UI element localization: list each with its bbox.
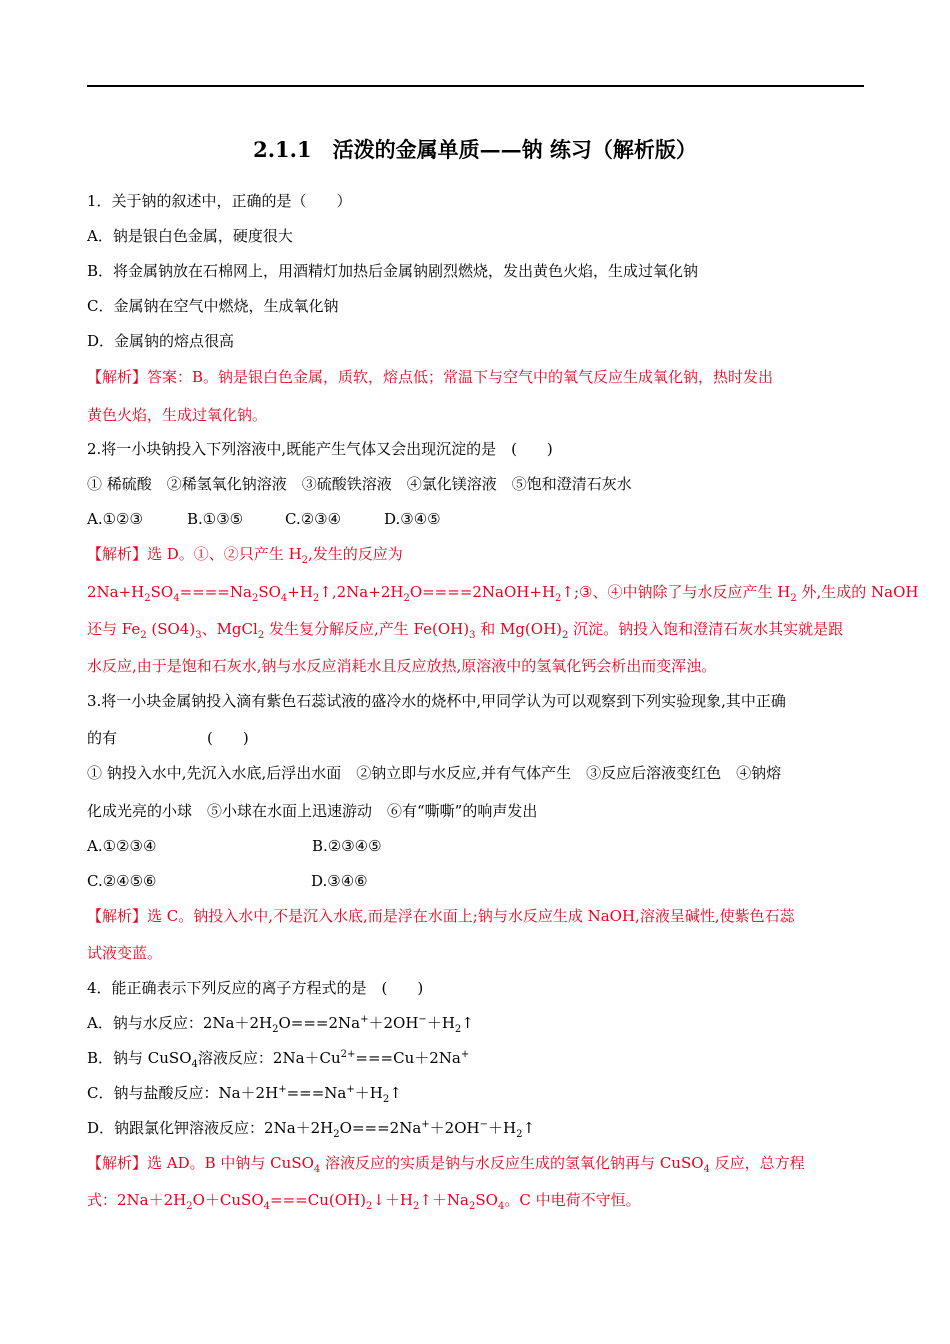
question-3-items-line-1: ① 钠投入水中,先沉入水底,后浮出水面 ②钠立即与水反应,并有气体产生 ③反应后溶液变红色 ④钠熔 xyxy=(87,764,782,782)
question-2-analysis-line-2: $2Na+H_2SO_4====Na_2SO_4+H_2↑,2Na+2H_2O====2NaOH+H_2↑;③$、④中钠除了与水反应产生 $H_2$ 外,生成的 NaOH xyxy=(87,583,919,604)
question-2-analysis-line-4: 水反应,由于是饱和石灰水,钠与水反应消耗水且反应放热,原溶液中的氢氧化钙会析出而变浑浊。 xyxy=(87,657,717,675)
question-2-option-c: C.②③④ xyxy=(285,510,342,528)
question-1-analysis-line-2: 黄色火焰，生成过氧化钠。 xyxy=(87,406,268,424)
question-4-option-d: D．钠跟氯化钾溶液反应：$2Na+2H_2O===2Na^++2OH^-+H_2↑$ xyxy=(87,1119,536,1140)
question-4-option-b: B．钠与 CuSO$_4$溶液反应：$2Na+Cu^{2+}===Cu+2Na^+$ xyxy=(87,1049,470,1070)
question-2-options xyxy=(87,507,867,531)
question-3-option-d: D.③④⑥ xyxy=(311,872,368,890)
page-title: 2.1.1 活泼的金属单质——钠 练习（解析版） xyxy=(253,137,697,162)
question-2-analysis-line-1: 【解析】选 D。①、②只产生 $H_2$,发生的反应为 xyxy=(87,545,403,566)
question-3-option-b: B.②③④⑤ xyxy=(312,837,382,855)
question-1-option-b: B．将金属钠放在石棉网上，用酒精灯加热后金属钠剧烈燃烧，发出黄色火焰，生成过氧化钠 xyxy=(87,262,699,280)
question-2-option-b: B.①③⑤ xyxy=(187,510,244,528)
question-2-option-a: A.①②③ xyxy=(87,510,143,528)
question-4-stem: 4．能正确表示下列反应的离子方程式的是 ( ) xyxy=(87,979,424,997)
question-3-stem-line-1: 3.将一小块金属钠投入滴有紫色石蕊试液的盛冷水的烧杯中,甲同学认为可以观察到下列实验现象,其中正确 xyxy=(87,692,786,710)
question-3-options-row-1 xyxy=(87,834,867,858)
question-2-option-d: D.③④⑤ xyxy=(384,510,441,528)
question-1-option-d: D．金属钠的熔点很高 xyxy=(87,332,235,350)
question-1-analysis-line-1: 【解析】答案：B。钠是银白色金属，质软，熔点低；常温下与空气中的氧气反应生成氧化钠，热时发出 xyxy=(87,368,774,386)
question-3-items-line-2: 化成光亮的小球 ⑤小球在水面上迅速游动 ⑥有“嘶嘶”的响声发出 xyxy=(87,802,538,820)
question-2-stem: 2.将一小块钠投入下列溶液中,既能产生气体又会出现沉淀的是 ( ) xyxy=(87,440,553,458)
question-1-stem: 1．关于钠的叙述中，正确的是（ ） xyxy=(87,192,352,210)
question-3-option-a: A.①②③④ xyxy=(87,837,157,855)
question-3-stem-line-2: 的有 ( ) xyxy=(87,729,249,747)
question-4-option-a: A．钠与水反应：$2Na+2H_2O===2Na^++2OH^-+H_2↑$ xyxy=(87,1014,474,1035)
question-3-analysis-line-2: 试液变蓝。 xyxy=(87,944,163,962)
question-2-analysis-line-3: 还与 $Fe_2$ $(SO4)_3$、MgCl$_2$ 发生复分解反应,产生 $Fe(OH)_3$ 和 $Mg(OH)_2$ 沉淀。钠投入饱和澄清石灰水其实就是跟 xyxy=(87,620,844,641)
question-2-items: ① 稀硫酸 ②稀氢氧化钠溶液 ③硫酸铁溶液 ④氯化镁溶液 ⑤饱和澄清石灰水 xyxy=(87,475,632,493)
question-3-option-c: C.②④⑤⑥ xyxy=(87,872,157,890)
question-3-options-row-2 xyxy=(87,869,867,893)
question-4-analysis-line-1: 【解析】选 AD。B 中钠与 CuSO$_4$ 溶液反应的实质是钠与水反应生成的氢氧化钠再与 CuSO$_4$ 反应，总方程 xyxy=(87,1154,805,1175)
question-1-option-a: A．钠是银白色金属，硬度很大 xyxy=(87,227,293,245)
question-3-analysis-line-1: 【解析】选 C。钠投入水中,不是沉入水底,而是浮在水面上;钠与水反应生成 NaOH,溶液呈碱性,使紫色石蕊 xyxy=(87,907,795,925)
question-4-option-c: C．钠与盐酸反应：$Na+2H^+===Na^++H_2↑$ xyxy=(87,1084,402,1105)
header-rule xyxy=(87,85,864,87)
question-1-option-c: C．金属钠在空气中燃烧，生成氧化钠 xyxy=(87,297,339,315)
question-4-analysis-line-2: 式：$2Na+2H_2O+CuSO_4===Cu(OH)_2↓+H_2↑+Na_2SO_4$。C 中电荷不守恒。 xyxy=(87,1191,641,1212)
